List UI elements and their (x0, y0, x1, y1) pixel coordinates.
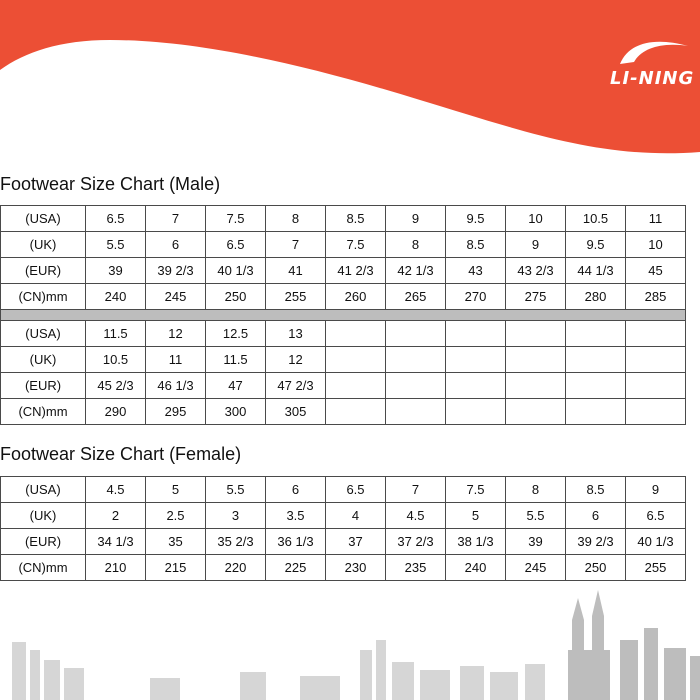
row-label: (USA) (1, 206, 86, 232)
size-cell: 4.5 (86, 477, 146, 503)
size-cell: 7 (386, 477, 446, 503)
size-cell: 240 (446, 555, 506, 581)
size-cell: 9 (626, 477, 686, 503)
size-cell: 40 1/3 (206, 258, 266, 284)
size-cell: 41 2/3 (326, 258, 386, 284)
size-cell: 39 (506, 529, 566, 555)
size-cell: 6 (146, 232, 206, 258)
row-label: (EUR) (1, 373, 86, 399)
size-cell: 44 1/3 (566, 258, 626, 284)
row-label: (UK) (1, 232, 86, 258)
size-cell: 8.5 (326, 206, 386, 232)
size-cell: 10 (506, 206, 566, 232)
size-cell: 46 1/3 (146, 373, 206, 399)
size-cell: 8.5 (446, 232, 506, 258)
size-cell (446, 321, 506, 347)
size-cell: 10 (626, 232, 686, 258)
size-cell: 35 2/3 (206, 529, 266, 555)
size-cell: 280 (566, 284, 626, 310)
size-cell: 305 (266, 399, 326, 425)
size-cell: 37 (326, 529, 386, 555)
size-cell: 6.5 (206, 232, 266, 258)
size-cell: 6.5 (86, 206, 146, 232)
size-cell: 34 1/3 (86, 529, 146, 555)
size-cell: 235 (386, 555, 446, 581)
size-cell (626, 321, 686, 347)
size-cell: 43 (446, 258, 506, 284)
size-cell: 8.5 (566, 477, 626, 503)
size-cell: 45 2/3 (86, 373, 146, 399)
row-label: (USA) (1, 477, 86, 503)
table-row (1, 529, 686, 555)
table-row (1, 555, 686, 581)
table-row (1, 232, 686, 258)
size-cell: 9.5 (566, 232, 626, 258)
size-cell: 255 (266, 284, 326, 310)
size-cell: 43 2/3 (506, 258, 566, 284)
size-cell (626, 399, 686, 425)
size-cell: 7 (146, 206, 206, 232)
size-cell: 215 (146, 555, 206, 581)
size-cell: 5.5 (206, 477, 266, 503)
size-cell: 250 (566, 555, 626, 581)
size-cell: 10.5 (86, 347, 146, 373)
city-skyline (0, 580, 700, 700)
table-row (1, 503, 686, 529)
size-cell: 8 (506, 477, 566, 503)
size-cell: 36 1/3 (266, 529, 326, 555)
female-size-table (0, 476, 686, 581)
size-cell: 7.5 (206, 206, 266, 232)
size-cell: 5.5 (86, 232, 146, 258)
size-cell: 47 (206, 373, 266, 399)
size-cell: 11.5 (206, 347, 266, 373)
size-cell: 7.5 (446, 477, 506, 503)
size-cell: 245 (146, 284, 206, 310)
size-cell (386, 373, 446, 399)
row-label: (CN)mm (1, 284, 86, 310)
size-cell: 9 (386, 206, 446, 232)
brand-logo (608, 38, 700, 90)
size-cell (326, 373, 386, 399)
size-cell: 285 (626, 284, 686, 310)
size-cell: 8 (266, 206, 326, 232)
row-label: (CN)mm (1, 555, 86, 581)
size-cell: 270 (446, 284, 506, 310)
size-cell: 45 (626, 258, 686, 284)
size-cell: 13 (266, 321, 326, 347)
table-divider (1, 310, 686, 321)
size-cell: 245 (506, 555, 566, 581)
size-cell: 9.5 (446, 206, 506, 232)
size-cell (446, 373, 506, 399)
size-cell: 250 (206, 284, 266, 310)
size-cell: 9 (506, 232, 566, 258)
size-cell: 260 (326, 284, 386, 310)
female-chart-title: Footwear Size Chart (Female) (0, 444, 242, 464)
row-label: (USA) (1, 321, 86, 347)
size-cell (446, 347, 506, 373)
size-cell (326, 399, 386, 425)
table-row (1, 477, 686, 503)
size-cell: 42 1/3 (386, 258, 446, 284)
size-cell: 3 (206, 503, 266, 529)
table-row (1, 206, 686, 232)
size-cell (386, 347, 446, 373)
size-cell: 3.5 (266, 503, 326, 529)
divider-cell (1, 310, 686, 321)
size-cell: 2.5 (146, 503, 206, 529)
size-cell: 4.5 (386, 503, 446, 529)
size-cell (326, 321, 386, 347)
size-cell: 6 (266, 477, 326, 503)
size-cell: 225 (266, 555, 326, 581)
size-cell: 38 1/3 (446, 529, 506, 555)
size-cell: 2 (86, 503, 146, 529)
size-cell: 11 (146, 347, 206, 373)
size-cell: 6 (566, 503, 626, 529)
size-cell: 5.5 (506, 503, 566, 529)
size-cell: 47 2/3 (266, 373, 326, 399)
table-row (1, 258, 686, 284)
size-cell: 7 (266, 232, 326, 258)
size-cell: 255 (626, 555, 686, 581)
size-cell (506, 321, 566, 347)
size-cell: 210 (86, 555, 146, 581)
size-cell: 11.5 (86, 321, 146, 347)
row-label: (UK) (1, 347, 86, 373)
table-row (1, 399, 686, 425)
size-cell: 275 (506, 284, 566, 310)
size-cell: 300 (206, 399, 266, 425)
row-label: (CN)mm (1, 399, 86, 425)
logo-text: LI-NING (610, 68, 695, 89)
size-cell (326, 347, 386, 373)
table-row (1, 284, 686, 310)
size-cell: 12 (146, 321, 206, 347)
header-banner (0, 0, 700, 170)
size-cell (566, 321, 626, 347)
size-cell: 10.5 (566, 206, 626, 232)
size-cell (506, 373, 566, 399)
size-cell: 4 (326, 503, 386, 529)
size-cell (386, 399, 446, 425)
size-cell (506, 399, 566, 425)
size-cell (626, 347, 686, 373)
size-cell (626, 373, 686, 399)
size-cell: 7.5 (326, 232, 386, 258)
size-cell: 8 (386, 232, 446, 258)
size-cell: 39 2/3 (566, 529, 626, 555)
size-cell (566, 373, 626, 399)
size-cell: 41 (266, 258, 326, 284)
size-cell: 5 (446, 503, 506, 529)
male-size-table (0, 205, 686, 425)
size-cell: 230 (326, 555, 386, 581)
size-cell: 290 (86, 399, 146, 425)
table-row (1, 347, 686, 373)
size-cell: 295 (146, 399, 206, 425)
row-label: (EUR) (1, 529, 86, 555)
size-cell: 37 2/3 (386, 529, 446, 555)
size-cell: 39 2/3 (146, 258, 206, 284)
size-cell (506, 347, 566, 373)
size-cell: 240 (86, 284, 146, 310)
size-cell: 12 (266, 347, 326, 373)
size-cell: 12.5 (206, 321, 266, 347)
logo-swoosh-icon (614, 38, 694, 66)
size-cell: 35 (146, 529, 206, 555)
size-cell (566, 347, 626, 373)
size-cell (446, 399, 506, 425)
table-row (1, 321, 686, 347)
size-cell: 5 (146, 477, 206, 503)
size-cell: 40 1/3 (626, 529, 686, 555)
size-cell: 39 (86, 258, 146, 284)
banner-wave (0, 0, 700, 153)
size-cell: 265 (386, 284, 446, 310)
size-cell: 220 (206, 555, 266, 581)
row-label: (EUR) (1, 258, 86, 284)
size-cell (386, 321, 446, 347)
size-cell (566, 399, 626, 425)
row-label: (UK) (1, 503, 86, 529)
size-cell: 6.5 (326, 477, 386, 503)
male-chart-title: Footwear Size Chart (Male) (0, 174, 221, 194)
table-row (1, 373, 686, 399)
size-cell: 6.5 (626, 503, 686, 529)
size-cell: 11 (626, 206, 686, 232)
